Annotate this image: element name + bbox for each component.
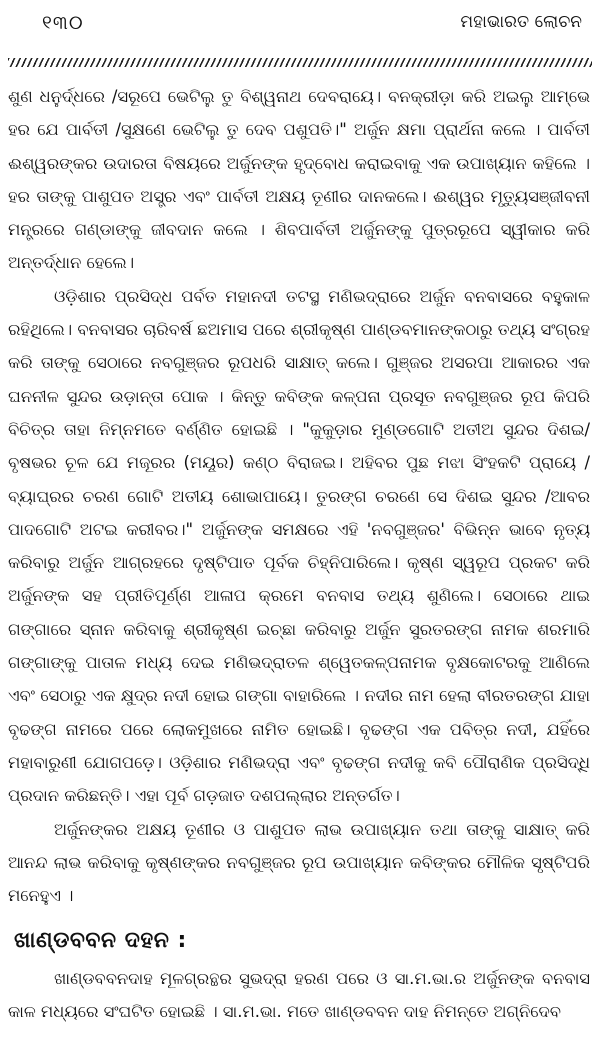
section-paragraph: ଖାଣ୍ଡବବନଦାହ ମୂଳଗ୍ରନ୍ଥର ସୁଭଦ୍ରା ହରଣ ପରେ ଓ ସା.ମ.ଭା.ର ଅର୍ଜୁନଙ୍କ ବନବାସ କାଳ ମଧ୍ୟରେ ସଂଘଟିତ ହୋଇଛି । ସା.ମ.ଭା. ମତେ ଖାଣ୍ଡବବନ ଦାହ ନିମନ୍ତେ ଅଗ୍ନିଦେବ	[8, 969, 590, 1022]
section-heading: ଖାଣ୍ଡବବନ ଦହନ :	[14, 928, 187, 953]
section-body	[8, 962, 590, 1029]
body-text	[8, 80, 590, 912]
paragraph-2: ଓଡ଼ିଶାର ପ୍ରସିଦ୍ଧ ପର୍ବତ ମହାନଦୀ ତଟସ୍ଥ ମଣିଭଦ୍ରାରେ ଅର୍ଜୁନ ବନବାସରେ ବହୁକାଳ ରହିଥିଲେ। ବନବାସର ଚାରିବର୍ଷ ଛଅମାସ ପରେ ଶ୍ରୀକୃଷ୍ଣ ପାଣ୍ଡବମାନଙ୍କଠାରୁ ତଥ୍ୟ ସଂଗ୍ରହ କରି ତାଙ୍କୁ ସେଠାରେ ନବଗୁଞ୍ଜର ରୂପଧରି ସାକ୍ଷାତ୍ କଲେ। ଗୁଞ୍ଜର ଅସରପା ଆକାରର ଏକ ଘନନୀଳ ସୁନ୍ଦର ଉଡ଼ାନ୍ତା ପୋକ । କିନ୍ତୁ କବିଙ୍କ କଳ୍ପନା ପ୍ରସୂତ ନବଗୁଞ୍ଜର ରୂପ କିପରି ବିଚିତ୍ର ତାହା ନିମ୍ନମତେ ବର୍ଣ୍ଣିତ ହୋଇଛି । "କୁକୁଡ଼ାର ମୁଣ୍ଡଗୋଟି ଅତୀଅ ସୁନ୍ଦର ଦିଶଇ/ ବୃଷଭର ଚୂଳ ଯେ ମଜୂରର (ମୟୂର) କଣ୍ଠ ବିରାଜଇ। ଅହିବର ପୁଛ ମଝା ସିଂହକଟି ପ୍ରାୟେ /ବ୍ୟାଘ୍ରର ଚରଣ ଗୋଟି ଅତୀୟ ଶୋଭାପାୟେ। ତୁରଙ୍ଗ ଚରଣେ ସେ ଦିଶଇ ସୁନ୍ଦର /ଆବର ପାଦଗୋଟି ଅଟଇ କରୀବର।" ଅର୍ଜୁନଙ୍କ ସମକ୍ଷରେ ଏହି 'ନବଗୁଞ୍ଜର' ବିଭିନ୍ନ ଭାବେ ନୃତ୍ୟ କରିବାରୁ ଅର୍ଜୁନ ଆଗ୍ରହରେ ଦୃଷ୍ଟିପାତ ପୂର୍ବକ ଚିହ୍ନିପାରିଲେ। କୃଷ୍ଣ ସ୍ୱରୂପ ପ୍ରକଟ କରି ଅର୍ଜୁନଙ୍କ ସହ ପ୍ରୀତିପୂର୍ଣ୍ଣ ଆଳାପ କ୍ରମେ ବନବାସ ତଥ୍ୟ ଶୁଣିଲେ। ସେଠାରେ ଥାଇ ଗଙ୍ଗାରେ ସ୍ନାନ କରିବାକୁ ଶ୍ରୀକୃଷ୍ଣ ଇଚ୍ଛା କରିବାରୁ ଅର୍ଜୁନ ସୁରତରଙ୍ଗ ନାମକ ଶରମାରି ଗଙ୍ଗାଙ୍କୁ ପାତାଳ ମଧ୍ୟ ଦେଇ ମଣିଭଦ୍ରାତଳ ଶ୍ୱେତକଳ୍ପନାମକ ବୃକ୍ଷକୋଟରକୁ ଆଣିଲେ ଏବଂ ସେଠାରୁ ଏକ କ୍ଷୁଦ୍ର ନଦୀ ହୋଇ ଗଙ୍ଗା ବାହାରିଲେ । ନଦୀର ନାମ ହେଲା ବୀରତରଙ୍ଗ ଯାହା ବୃଢଙ୍ଗ ନାମରେ ପରେ ଲୋକମୁଖରେ ନାମିତ ହୋଇଛି। ବୃଢଙ୍ଗ ଏକ ପବିତ୍ର ନଦୀ, ଯହିଁରେ ମହାବାରୁଣୀ ଯୋଗପଡ଼େ। ଓଡ଼ିଶାର ମଣିଭଦ୍ରା ଏବଂ ବୃଢଙ୍ଗ ନଦୀକୁ କବି ପୌରାଣିକ ପ୍ରସିଦ୍ଧି ପ୍ରଦାନ କରିଛନ୍ତି। ଏହା ପୂର୍ବ ଗଡ଼ଜାତ ଦଶପଲ୍ଲାର ଅନ୍ତର୍ଗତ।	[8, 286, 590, 806]
paragraph-1: ଶୁଣ ଧନୁର୍ଦ୍ଧରେ /ସରୂପେ ଭେଟିଲୁ ତୁ ବିଶ୍ୱନାଥ ଦେବରାୟେ। ବନକ୍ରୀଡ଼ା କରି ଅଇଲୁ ଆମ୍ଭେ ହର ଯେ ପାର୍ବତୀ /ସୁକ୍ଷଣେ ଭେଟିଲୁ ତୁ ଦେବ ପଶୁପତି।" ଅର୍ଜୁନ କ୍ଷମା ପ୍ରାର୍ଥନା କଲେ । ପାର୍ବତୀ ଈଶ୍ୱରଙ୍କର ଉଦାରତା ବିଷୟରେ ଅର୍ଜୁନଙ୍କ ହୃଦ୍‌ବୋଧ କରାଇବାକୁ ଏକ ଉପାଖ୍ୟାନ କହିଲେ । ହର ତାଙ୍କୁ ପାଶୁପତ ଅସ୍ତ୍ର ଏବଂ ପାର୍ବତୀ ଅକ୍ଷୟ ତୂଣୀର ଦାନକଲେ। ଈଶ୍ୱର ମୃତ୍ୟୁସଞ୍ଜୀବନୀ ମନ୍ତ୍ରରେ ଗଣ୍ଡାଙ୍କୁ ଜୀବଦାନ କଲେ । ଶିବପାର୍ବତୀ ଅର୍ଜୁନଙ୍କୁ ପୁତ୍ରରୂପେ ସ୍ୱୀକାର କରି ଅନ୍ତର୍ଦ୍ଧାନ ହେଲେ।	[8, 87, 590, 273]
page-header	[8, 0, 586, 50]
page-number: ୧୩୦	[42, 12, 84, 34]
paragraph-3: ଅର୍ଜୁନଙ୍କର ଅକ୍ଷୟ ତୂଣୀର ଓ ପାଶୁପତ ଲାଭ ଉପାଖ୍ୟାନ ତଥା ତାଙ୍କୁ ସାକ୍ଷାତ୍ କରି ଆନନ୍ଦ ଲାଭ କରିବାକୁ କୃଷ୍ଣଙ୍କର ନବଗୁଞ୍ଜର ରୂପ ଉପାଖ୍ୟାନ କବିଙ୍କର ମୌଳିକ ସୃଷ୍ଟିପରି ମନେହୁଏ ।	[8, 819, 590, 906]
running-title: ମହାଭାରତ ଲୋଚନ	[460, 12, 582, 32]
header-divider	[8, 58, 592, 67]
